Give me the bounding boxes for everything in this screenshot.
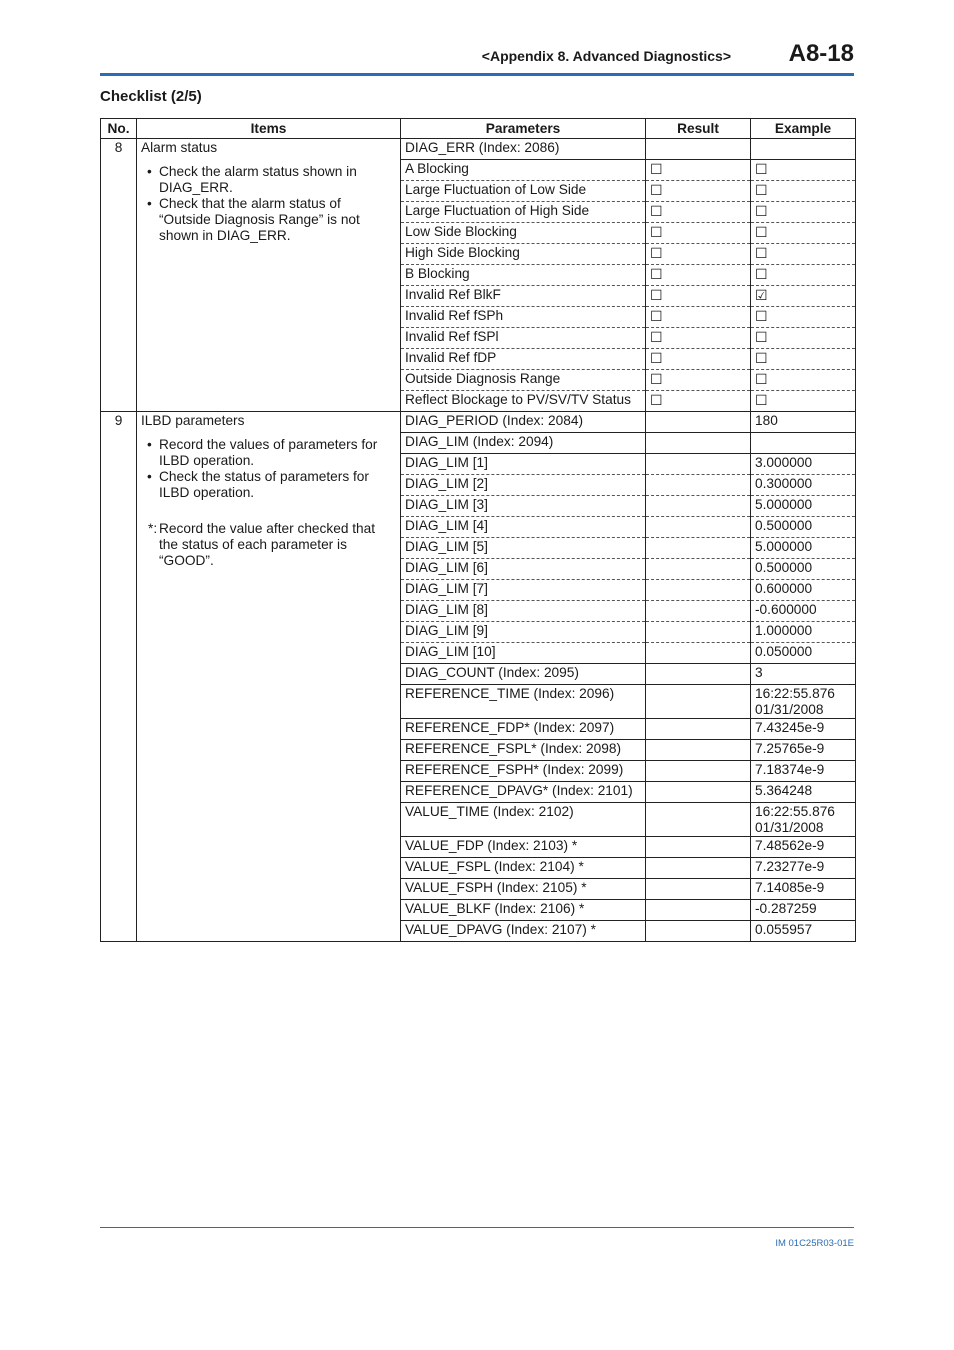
result-cell bbox=[646, 223, 751, 244]
result-checkbox[interactable]: ☐ bbox=[650, 224, 663, 240]
example-cell bbox=[751, 454, 856, 475]
example-cell bbox=[751, 349, 856, 370]
example-cell bbox=[751, 307, 856, 328]
example-value: 5.000000 bbox=[755, 539, 813, 554]
column-header-items: Items bbox=[137, 119, 401, 139]
item-description bbox=[137, 139, 401, 412]
result-cell bbox=[646, 601, 751, 622]
item-note bbox=[148, 521, 396, 569]
parameter-cell: REFERENCE_FSPH* (Index: 2099) bbox=[401, 761, 646, 782]
example-cell bbox=[751, 580, 856, 601]
parameter-cell: Invalid Ref BlkF bbox=[401, 286, 646, 307]
example-cell bbox=[751, 286, 856, 307]
example-cell bbox=[751, 412, 856, 433]
checklist-table bbox=[100, 118, 856, 942]
example-value: 16:22:55.876 bbox=[755, 804, 835, 819]
example-cell bbox=[751, 433, 856, 454]
item-number: 9 bbox=[101, 412, 137, 942]
result-checkbox[interactable]: ☐ bbox=[650, 350, 663, 366]
example-cell bbox=[751, 685, 856, 719]
result-checkbox[interactable]: ☐ bbox=[650, 245, 663, 261]
parameter-cell: Invalid Ref fSPl bbox=[401, 328, 646, 349]
result-cell bbox=[646, 265, 751, 286]
parameter-cell: Invalid Ref fSPh bbox=[401, 307, 646, 328]
item-bullet: • Check the alarm status shown in DIAG_ERR. bbox=[159, 164, 396, 196]
result-cell bbox=[646, 580, 751, 601]
table-header-row bbox=[101, 119, 856, 139]
result-cell bbox=[646, 719, 751, 740]
result-checkbox[interactable]: ☐ bbox=[650, 266, 663, 282]
example-cell bbox=[751, 223, 856, 244]
parameter-cell: DIAG_COUNT (Index: 2095) bbox=[401, 664, 646, 685]
result-cell bbox=[646, 454, 751, 475]
example-value: 3 bbox=[755, 665, 763, 680]
example-value: 5.000000 bbox=[755, 497, 813, 512]
result-checkbox[interactable]: ☐ bbox=[650, 329, 663, 345]
example-cell bbox=[751, 664, 856, 685]
item-number: 8 bbox=[101, 139, 137, 412]
example-checkbox: ☐ bbox=[755, 371, 768, 387]
result-cell bbox=[646, 900, 751, 921]
result-checkbox[interactable]: ☐ bbox=[650, 371, 663, 387]
example-checkbox: ☐ bbox=[755, 329, 768, 345]
item-bullet-list bbox=[141, 164, 396, 244]
example-cell bbox=[751, 139, 856, 160]
example-cell bbox=[751, 803, 856, 837]
document-number: IM 01C25R03-01E bbox=[775, 1238, 854, 1249]
example-value: 16:22:55.876 bbox=[755, 686, 835, 701]
example-cell bbox=[751, 719, 856, 740]
header-divider bbox=[100, 73, 854, 76]
parameter-cell: Large Fluctuation of High Side bbox=[401, 202, 646, 223]
page-number: A8-18 bbox=[788, 40, 854, 67]
table-row bbox=[101, 412, 856, 433]
item-description bbox=[137, 412, 401, 942]
item-title: ILBD parameters bbox=[141, 413, 245, 428]
parameter-cell: VALUE_FSPL (Index: 2104) * bbox=[401, 858, 646, 879]
column-header-no: No. bbox=[101, 119, 137, 139]
item-bullet: • Check the status of parameters for ILBD operation. bbox=[159, 469, 396, 501]
parameter-cell: VALUE_FDP (Index: 2103) * bbox=[401, 837, 646, 858]
result-cell bbox=[646, 803, 751, 837]
example-value: 7.18374e-9 bbox=[755, 762, 825, 777]
example-checkbox: ☐ bbox=[755, 266, 768, 282]
example-value: 5.364248 bbox=[755, 783, 813, 798]
parameter-cell: DIAG_LIM [5] bbox=[401, 538, 646, 559]
parameter-cell: VALUE_FSPH (Index: 2105) * bbox=[401, 879, 646, 900]
parameter-cell: Low Side Blocking bbox=[401, 223, 646, 244]
result-checkbox[interactable]: ☐ bbox=[650, 182, 663, 198]
result-checkbox[interactable]: ☐ bbox=[650, 392, 663, 408]
example-cell bbox=[751, 837, 856, 858]
result-cell bbox=[646, 139, 751, 160]
example-value: 7.48562e-9 bbox=[755, 838, 825, 853]
parameter-cell: VALUE_TIME (Index: 2102) bbox=[401, 803, 646, 837]
example-cell bbox=[751, 921, 856, 942]
result-cell bbox=[646, 391, 751, 412]
result-cell bbox=[646, 244, 751, 265]
result-cell bbox=[646, 643, 751, 664]
example-cell bbox=[751, 517, 856, 538]
item-title: Alarm status bbox=[141, 140, 218, 155]
result-cell bbox=[646, 370, 751, 391]
example-cell bbox=[751, 601, 856, 622]
example-value: 0.500000 bbox=[755, 518, 813, 533]
result-cell bbox=[646, 559, 751, 580]
example-cell bbox=[751, 202, 856, 223]
example-value: 7.43245e-9 bbox=[755, 720, 825, 735]
result-cell bbox=[646, 412, 751, 433]
example-checkbox: ☐ bbox=[755, 224, 768, 240]
example-cell bbox=[751, 782, 856, 803]
example-value: 0.500000 bbox=[755, 560, 813, 575]
result-cell bbox=[646, 538, 751, 559]
parameter-cell: DIAG_LIM [8] bbox=[401, 601, 646, 622]
parameter-cell: Outside Diagnosis Range bbox=[401, 370, 646, 391]
example-value-line2: 01/31/2008 bbox=[755, 702, 824, 717]
footer-divider bbox=[100, 1227, 854, 1228]
parameter-cell: DIAG_LIM [4] bbox=[401, 517, 646, 538]
example-value: 3.000000 bbox=[755, 455, 813, 470]
example-cell bbox=[751, 244, 856, 265]
result-cell bbox=[646, 307, 751, 328]
result-cell bbox=[646, 879, 751, 900]
item-bullet: • Check that the alarm status of “Outside Diagnosis Range” is not shown in DIAG_ERR. bbox=[159, 196, 396, 244]
parameter-cell: Reflect Blockage to PV/SV/TV Status bbox=[401, 391, 646, 412]
item-bullet: • Record the values of parameters for ILBD operation. bbox=[159, 437, 396, 469]
parameter-cell: DIAG_LIM [2] bbox=[401, 475, 646, 496]
parameter-cell: DIAG_ERR (Index: 2086) bbox=[401, 139, 646, 160]
result-cell bbox=[646, 761, 751, 782]
result-cell bbox=[646, 517, 751, 538]
example-cell bbox=[751, 160, 856, 181]
note-text: Record the value after checked that the status of each parameter is “GOOD”. bbox=[159, 521, 376, 568]
result-cell bbox=[646, 740, 751, 761]
result-checkbox[interactable]: ☐ bbox=[650, 203, 663, 219]
example-value: 0.600000 bbox=[755, 581, 813, 596]
parameter-cell: VALUE_BLKF (Index: 2106) * bbox=[401, 900, 646, 921]
example-cell bbox=[751, 900, 856, 921]
result-checkbox[interactable]: ☐ bbox=[650, 287, 663, 303]
example-value: -0.287259 bbox=[755, 901, 817, 916]
example-value-line2: 01/31/2008 bbox=[755, 820, 824, 835]
parameter-cell: REFERENCE_FSPL* (Index: 2098) bbox=[401, 740, 646, 761]
parameter-cell: DIAG_LIM [6] bbox=[401, 559, 646, 580]
example-checkbox: ☐ bbox=[755, 182, 768, 198]
parameter-cell: DIAG_LIM [3] bbox=[401, 496, 646, 517]
result-cell bbox=[646, 433, 751, 454]
parameter-cell: DIAG_LIM [7] bbox=[401, 580, 646, 601]
example-value: -0.600000 bbox=[755, 602, 817, 617]
result-cell bbox=[646, 858, 751, 879]
example-cell bbox=[751, 879, 856, 900]
result-checkbox[interactable]: ☐ bbox=[650, 308, 663, 324]
parameter-cell: DIAG_LIM (Index: 2094) bbox=[401, 433, 646, 454]
page-header-title: <Appendix 8. Advanced Diagnostics> bbox=[481, 48, 731, 64]
result-cell bbox=[646, 782, 751, 803]
example-value: 0.050000 bbox=[755, 644, 813, 659]
parameter-cell: Invalid Ref fDP bbox=[401, 349, 646, 370]
result-cell bbox=[646, 664, 751, 685]
table-row bbox=[101, 139, 856, 160]
section-heading: Checklist (2/5) bbox=[100, 88, 202, 105]
note-marker: *: bbox=[148, 521, 158, 536]
item-8-group bbox=[101, 139, 856, 412]
example-cell bbox=[751, 740, 856, 761]
parameter-cell: DIAG_LIM [9] bbox=[401, 622, 646, 643]
parameter-cell: DIAG_LIM [1] bbox=[401, 454, 646, 475]
example-cell bbox=[751, 370, 856, 391]
example-value: 0.300000 bbox=[755, 476, 813, 491]
column-header-parameters: Parameters bbox=[401, 119, 646, 139]
parameter-cell: A Blocking bbox=[401, 160, 646, 181]
result-cell bbox=[646, 496, 751, 517]
result-cell bbox=[646, 202, 751, 223]
example-cell bbox=[751, 496, 856, 517]
example-checkbox: ☐ bbox=[755, 245, 768, 261]
example-cell bbox=[751, 538, 856, 559]
example-checkbox-checked: ☑ bbox=[755, 287, 768, 303]
example-value: 1.000000 bbox=[755, 623, 813, 638]
result-cell bbox=[646, 181, 751, 202]
column-header-result: Result bbox=[646, 119, 751, 139]
parameter-cell: REFERENCE_TIME (Index: 2096) bbox=[401, 685, 646, 719]
item-9-group bbox=[101, 412, 856, 942]
example-value: 7.23277e-9 bbox=[755, 859, 825, 874]
result-checkbox[interactable]: ☐ bbox=[650, 161, 663, 177]
example-value: 0.055957 bbox=[755, 922, 813, 937]
parameter-cell: REFERENCE_DPAVG* (Index: 2101) bbox=[401, 782, 646, 803]
parameter-cell: High Side Blocking bbox=[401, 244, 646, 265]
result-cell bbox=[646, 349, 751, 370]
example-cell bbox=[751, 858, 856, 879]
parameter-cell: REFERENCE_FDP* (Index: 2097) bbox=[401, 719, 646, 740]
parameter-cell: DIAG_LIM [10] bbox=[401, 643, 646, 664]
example-value: 180 bbox=[755, 413, 778, 428]
example-cell bbox=[751, 475, 856, 496]
example-cell bbox=[751, 265, 856, 286]
example-cell bbox=[751, 761, 856, 782]
example-checkbox: ☐ bbox=[755, 161, 768, 177]
column-header-example: Example bbox=[751, 119, 856, 139]
example-cell bbox=[751, 391, 856, 412]
parameter-cell: Large Fluctuation of Low Side bbox=[401, 181, 646, 202]
result-cell bbox=[646, 328, 751, 349]
result-cell bbox=[646, 837, 751, 858]
result-cell bbox=[646, 160, 751, 181]
item-bullet-list bbox=[141, 437, 396, 501]
example-value: 7.14085e-9 bbox=[755, 880, 825, 895]
result-cell bbox=[646, 685, 751, 719]
parameter-cell: B Blocking bbox=[401, 265, 646, 286]
example-cell bbox=[751, 643, 856, 664]
parameter-cell: DIAG_PERIOD (Index: 2084) bbox=[401, 412, 646, 433]
example-cell bbox=[751, 559, 856, 580]
example-cell bbox=[751, 181, 856, 202]
parameter-cell: VALUE_DPAVG (Index: 2107) * bbox=[401, 921, 646, 942]
example-cell bbox=[751, 328, 856, 349]
example-checkbox: ☐ bbox=[755, 308, 768, 324]
example-checkbox: ☐ bbox=[755, 392, 768, 408]
result-cell bbox=[646, 622, 751, 643]
example-checkbox: ☐ bbox=[755, 350, 768, 366]
example-checkbox: ☐ bbox=[755, 203, 768, 219]
result-cell bbox=[646, 921, 751, 942]
result-cell bbox=[646, 286, 751, 307]
result-cell bbox=[646, 475, 751, 496]
example-cell bbox=[751, 622, 856, 643]
example-value: 7.25765e-9 bbox=[755, 741, 825, 756]
